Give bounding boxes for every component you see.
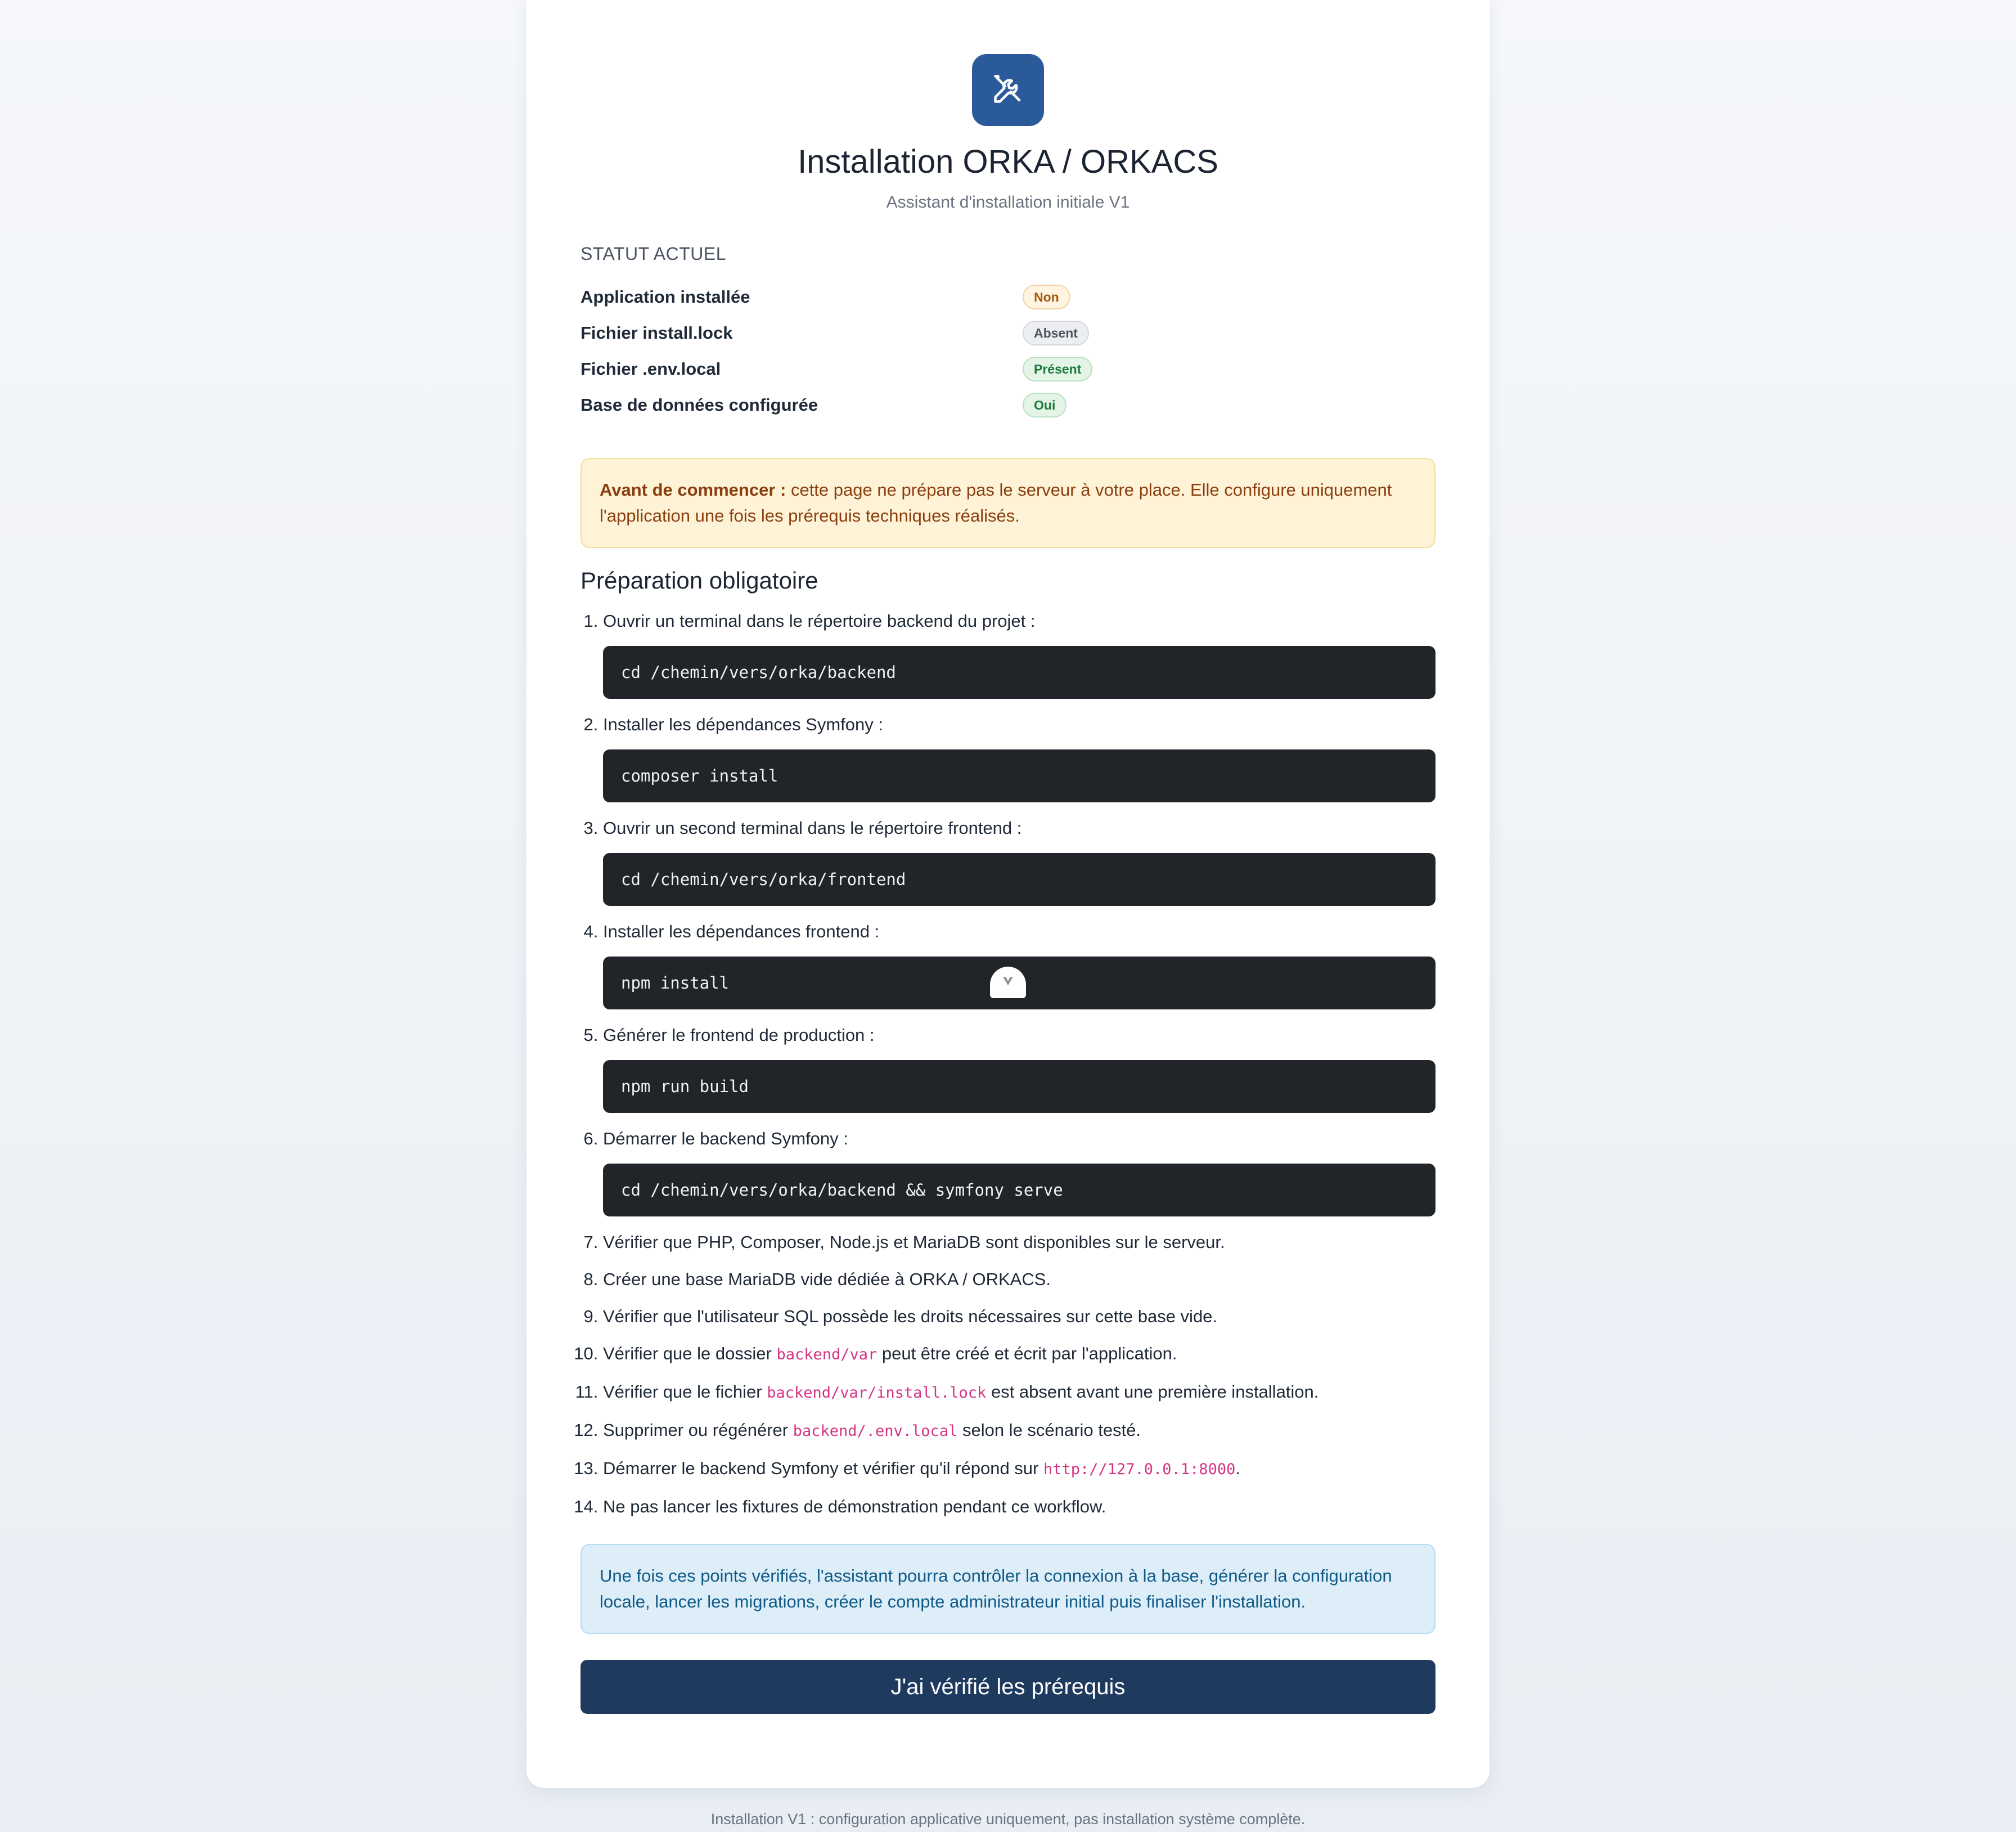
install-card [526, 0, 1490, 1788]
step-text: peut être créé et écrit par l'application. [877, 1344, 1177, 1363]
status-row-database [580, 387, 1436, 423]
status-badge: Présent [1023, 357, 1092, 381]
scroll-down-button[interactable] [990, 967, 1026, 998]
warning-lead: Avant de commencer : [600, 480, 786, 500]
step-text: . [1235, 1458, 1240, 1478]
step-text: Ne pas lancer les fixtures de démonstration pendant ce workflow. [603, 1497, 1106, 1516]
status-label: Application installée [580, 287, 750, 307]
status-section-label: STATUT ACTUEL [580, 244, 726, 264]
step-text: est absent avant une première installation. [986, 1382, 1319, 1402]
inline-code: backend/var [776, 1346, 878, 1363]
step-text: Créer une base MariaDB vide dédiée à ORKA / ORKACS. [603, 1269, 1051, 1289]
page-subtitle: Assistant d'installation initiale V1 [886, 193, 1130, 212]
list-item [603, 1024, 1436, 1113]
step-text: Vérifier que le fichier [603, 1382, 767, 1402]
step-text: Démarrer le backend Symfony et vérifier qu'il répond sur [603, 1458, 1043, 1478]
confirm-prerequisites-button[interactable]: J'ai vérifié les prérequis [580, 1660, 1436, 1714]
list-item [603, 713, 1436, 802]
step-text: Ouvrir un terminal dans le répertoire backend du projet : [603, 611, 1036, 631]
step-text: Supprimer ou régénérer [603, 1420, 793, 1440]
list-item [603, 1419, 1436, 1443]
chevron-down-icon [1000, 973, 1016, 993]
status-row-installed [580, 279, 1436, 315]
status-badge: Absent [1023, 321, 1089, 345]
code-block[interactable]: npm install [603, 957, 1436, 1009]
step-text: Démarrer le backend Symfony : [603, 1129, 848, 1148]
step-text: Générer le frontend de production : [603, 1025, 875, 1045]
status-row-lock [580, 315, 1436, 351]
status-label: Fichier .env.local [580, 359, 721, 379]
warning-alert [580, 458, 1436, 548]
code-block[interactable]: composer install [603, 749, 1436, 802]
code-block[interactable]: cd /chemin/vers/orka/backend [603, 646, 1436, 699]
preparation-title: Préparation obligatoire [580, 567, 818, 594]
footer-note: Installation V1 : configuration applicative uniquement, pas installation système complète. [710, 1811, 1306, 1827]
tools-icon [991, 72, 1025, 109]
code-block[interactable]: cd /chemin/vers/orka/frontend [603, 853, 1436, 906]
list-item [603, 1128, 1436, 1216]
list-item [603, 610, 1436, 699]
code-block[interactable]: cd /chemin/vers/orka/backend && symfony serve [603, 1164, 1436, 1216]
list-item [603, 1496, 1436, 1518]
status-label: Fichier install.lock [580, 323, 733, 343]
step-text: selon le scénario testé. [957, 1420, 1141, 1440]
list-item [603, 1305, 1436, 1328]
status-label: Base de données configurée [580, 395, 818, 415]
status-row-env [580, 351, 1436, 387]
inline-code: backend/var/install.lock [767, 1384, 987, 1402]
inline-code: http://127.0.0.1:8000 [1043, 1461, 1236, 1478]
list-item [603, 1268, 1436, 1291]
inline-code: backend/.env.local [793, 1422, 958, 1440]
step-text: Installer les dépendances Symfony : [603, 715, 883, 734]
list-item [603, 1381, 1436, 1404]
status-badge: Non [1023, 285, 1070, 309]
page-title: Installation ORKA / ORKACS [798, 143, 1218, 180]
info-alert: Une fois ces points vérifiés, l'assistant pourra contrôler la connexion à la base, générer la configuration locale, lancer les migrations, créer le compte administrateur initial puis finaliser l'installation. [580, 1544, 1436, 1634]
warning-text: cette page ne prépare pas le serveur à votre place. Elle configure uniquement l'application une fois les prérequis techniques réalisés. [600, 480, 1392, 526]
steps-list [580, 610, 1436, 1518]
logo [972, 54, 1044, 126]
step-text: Installer les dépendances frontend : [603, 922, 880, 941]
list-item [603, 1457, 1436, 1481]
step-text: Vérifier que l'utilisateur SQL possède les droits nécessaires sur cette base vide. [603, 1306, 1218, 1326]
step-text: Ouvrir un second terminal dans le répertoire frontend : [603, 818, 1022, 838]
list-item [603, 817, 1436, 906]
status-table [580, 279, 1436, 423]
code-block[interactable]: npm run build [603, 1060, 1436, 1113]
list-item [603, 1342, 1436, 1366]
status-badge: Oui [1023, 393, 1066, 417]
step-text: Vérifier que PHP, Composer, Node.js et MariaDB sont disponibles sur le serveur. [603, 1232, 1225, 1252]
step-text: Vérifier que le dossier [603, 1344, 777, 1363]
list-item [603, 1231, 1436, 1254]
